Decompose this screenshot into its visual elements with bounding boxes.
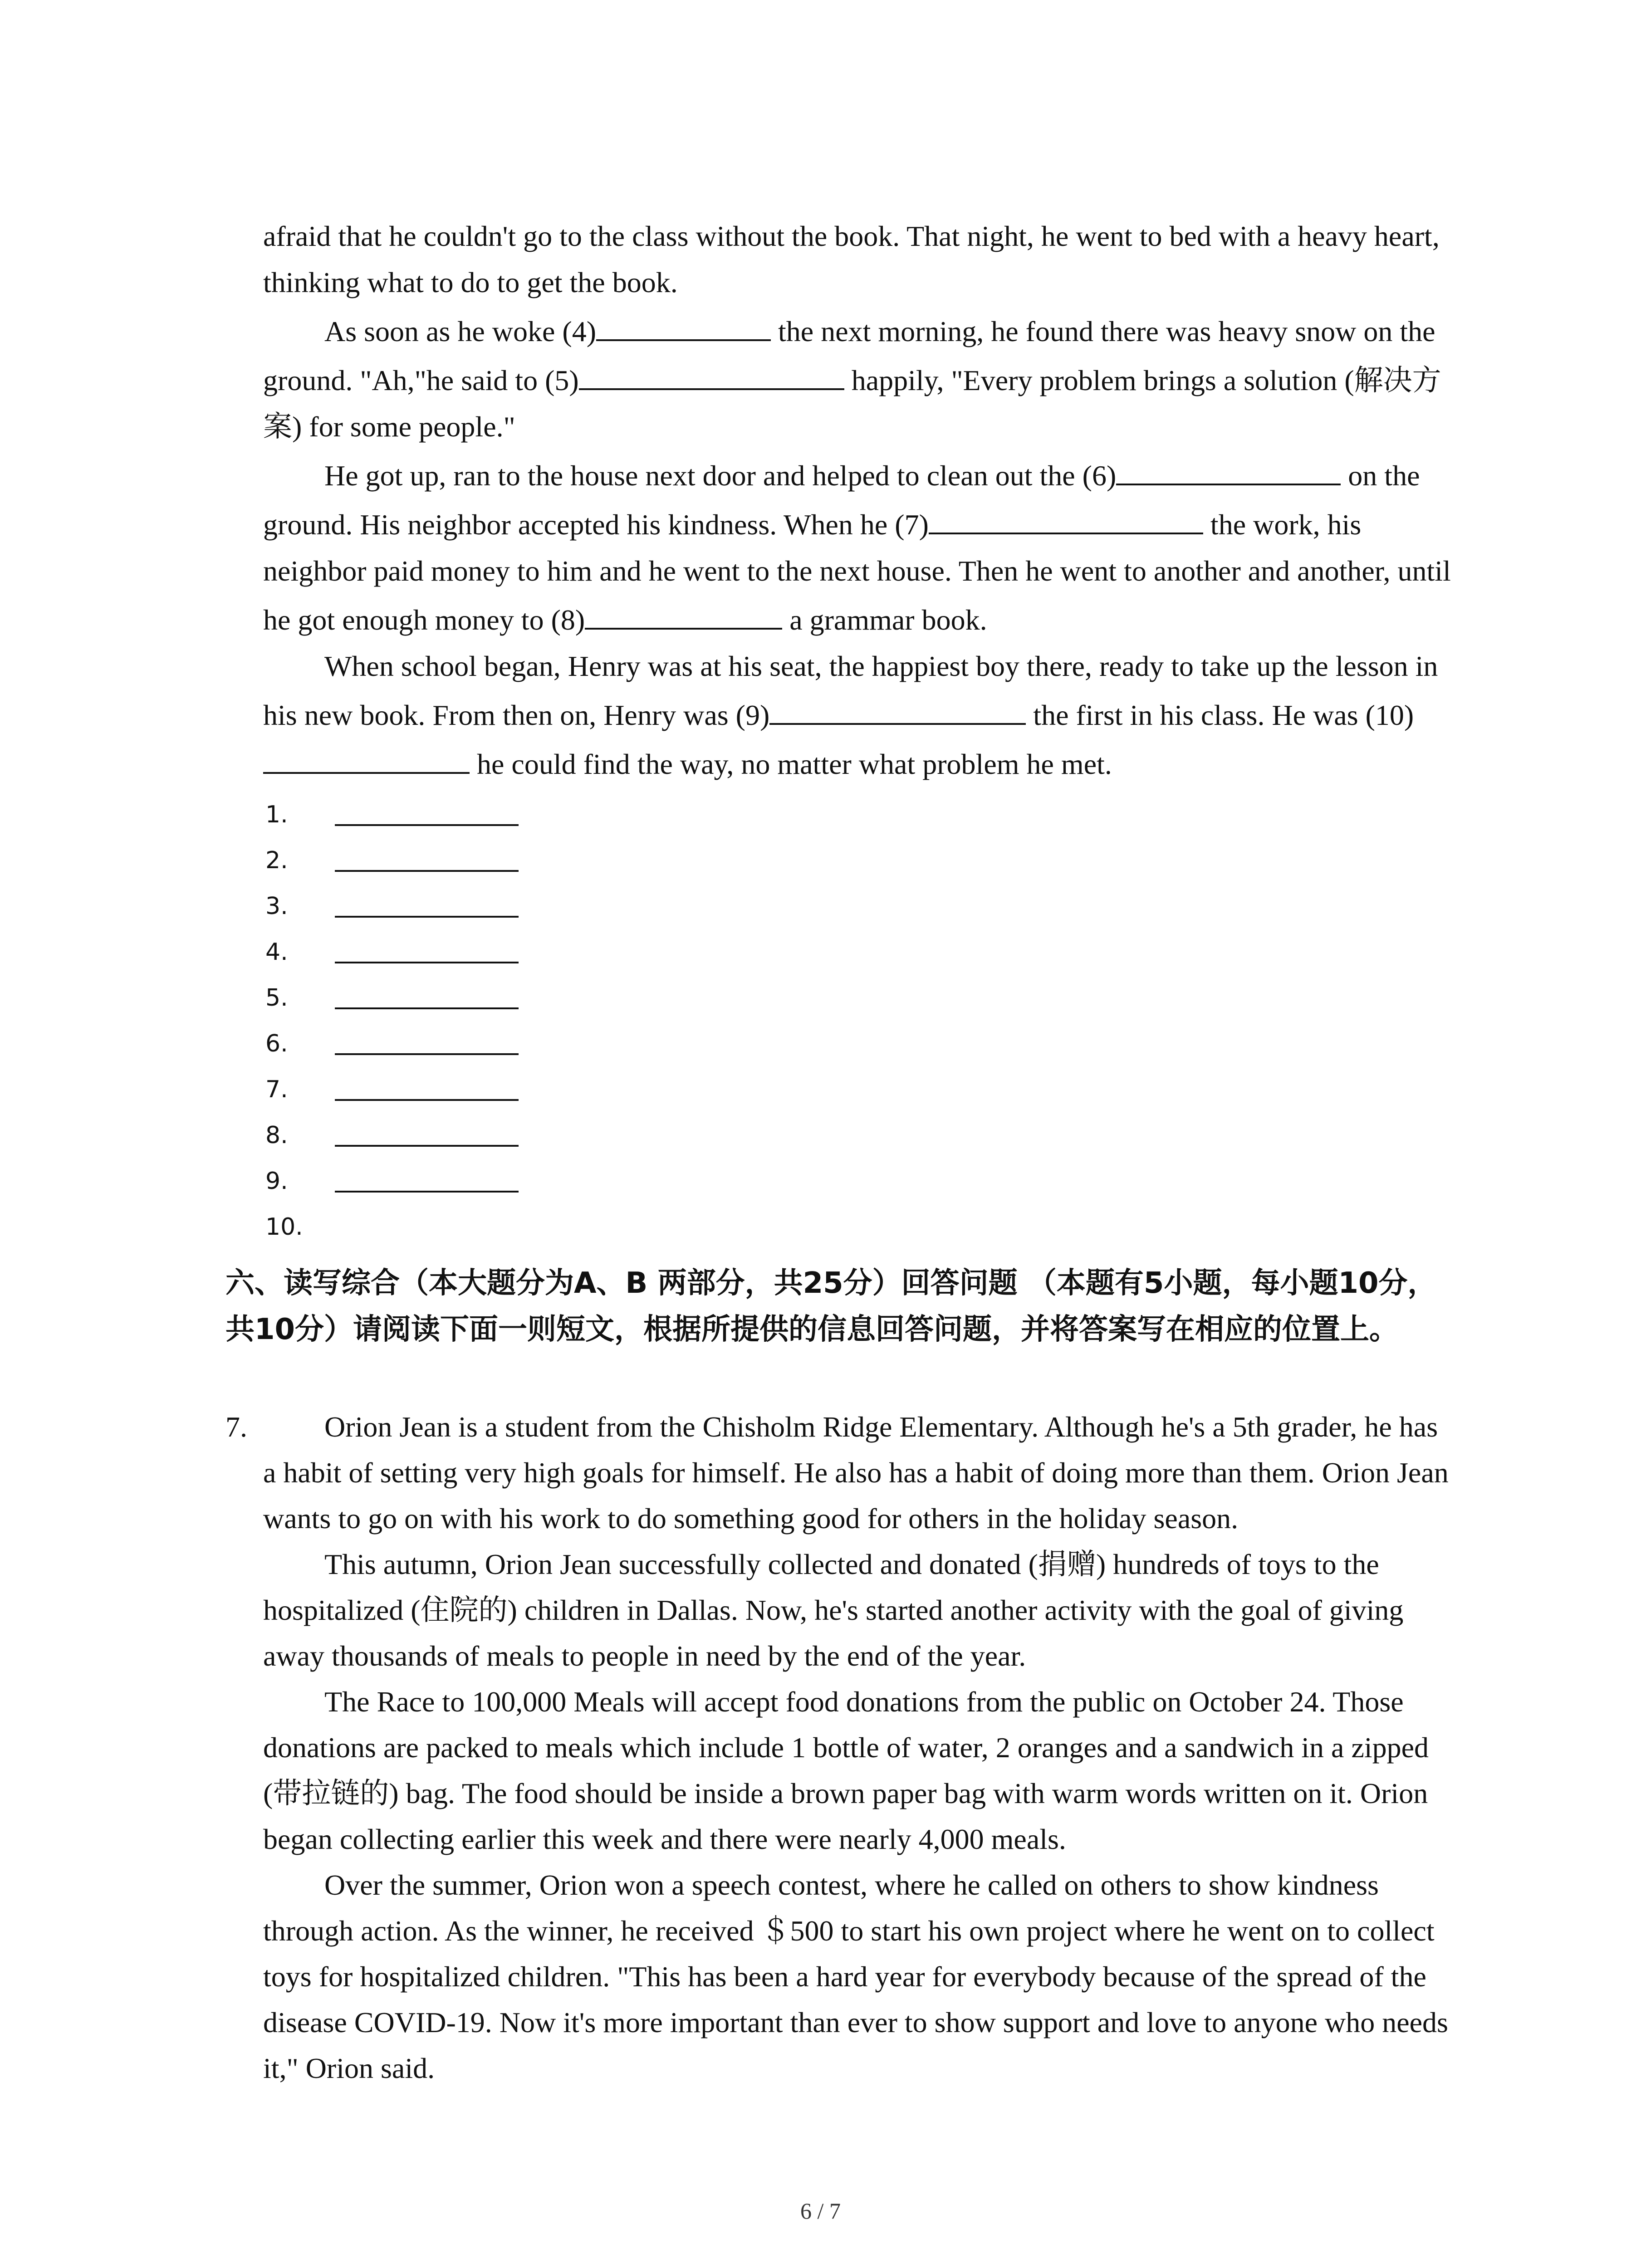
answer-line[interactable]: [335, 1145, 519, 1147]
passage-text: a grammar book.: [782, 604, 987, 636]
passage-text: He got up, ran to the house next door and helped to clean out the (6): [324, 459, 1117, 492]
blank-5[interactable]: [579, 355, 844, 390]
answer-row: [265, 934, 810, 979]
question-paragraph-3: The Race to 100,000 Meals will accept food donations from the public on October 24. Those donations are packed to meals which include 1 bottle of water, 2 oranges and a sandwich in a zipped (带拉链的) bag. The food should be inside a brown paper bag with warm words written on it. Orion began collecting earlier this week and there were nearly 4,000 meals.: [263, 1686, 1429, 1855]
passage-paragraph-4: [263, 643, 1452, 787]
passage-text: As soon as he woke (4): [324, 315, 596, 347]
answer-row: [265, 1025, 810, 1071]
answer-line[interactable]: [335, 1053, 519, 1055]
answer-row: [265, 796, 810, 842]
answer-number: 5.: [265, 984, 288, 1012]
passage-text: the first in his class. He was (10): [1026, 699, 1414, 731]
answer-line[interactable]: [335, 870, 519, 872]
answer-row: [265, 842, 810, 888]
answer-number: 2.: [265, 847, 288, 874]
blank-9[interactable]: [769, 689, 1026, 725]
answer-row: [265, 888, 810, 934]
question-body: [263, 1404, 1455, 2091]
passage-text: on the ground. His neighbor accepted his kindness. When he (7): [263, 459, 1420, 541]
question-7: [225, 1404, 1455, 2091]
passage-continued: [263, 213, 1452, 787]
answer-number: 3.: [265, 893, 288, 920]
answer-line[interactable]: [335, 824, 519, 826]
question-paragraph-1: Orion Jean is a student from the Chisholm Ridge Elementary. Although he's a 5th grader, he has a habit of setting very high goals for himself. He also has a habit of doing more than them. Orion Jean wants to go on with his work to do something good for others in the holiday season.: [263, 1411, 1449, 1535]
passage-paragraph-1: afraid that he couldn't go to the class without the book. That night, he went to bed with a heavy heart, thinking what to do to get the book.: [263, 220, 1440, 298]
answer-line[interactable]: [335, 916, 519, 918]
answer-number: 10.: [265, 1213, 303, 1241]
answer-list: [265, 796, 810, 1254]
answer-number: 8.: [265, 1122, 288, 1149]
answer-row: [265, 1071, 810, 1117]
blank-4[interactable]: [596, 306, 771, 341]
answer-line[interactable]: [335, 1007, 519, 1009]
passage-text: the next morning, he found there was heavy snow on the ground. "Ah,"he said to (5): [263, 315, 1435, 396]
passage-text: When school began, Henry was at his seat, the happiest boy there, ready to take up the lesson in his new book. From then on, Henry was (9): [263, 650, 1438, 731]
blank-7[interactable]: [929, 499, 1203, 534]
answer-row: [265, 1163, 810, 1208]
answer-number: 6.: [265, 1030, 288, 1057]
answer-row: [265, 1117, 810, 1163]
section-heading: 六、读写综合（本大题分为A、B 两部分，共25分）回答问题 （本题有5小题，每小题10分，共10分）请阅读下面一则短文，根据所提供的信息回答问题，并将答案写在相应的位置上。: [225, 1266, 1437, 1346]
answer-line[interactable]: [335, 962, 519, 963]
blank-6[interactable]: [1116, 450, 1341, 485]
answer-number: 4.: [265, 938, 288, 966]
answer-number: 1.: [265, 801, 288, 828]
blank-10[interactable]: [263, 738, 470, 774]
blank-8[interactable]: [585, 594, 782, 630]
question-paragraph-2: This autumn, Orion Jean successfully collected and donated (捐赠) hundreds of toys to the hospitalized (住院的) children in Dallas. Now, he's started another activity with the goal of giving away thousands of meals to people in need by the end of the year.: [263, 1548, 1404, 1672]
passage-text: the work, his neighbor paid money to him and he went to the next house. Then he went to another and another, until he got enough money to (8): [263, 508, 1451, 636]
passage-text: he could find the way, no matter what problem he met.: [470, 748, 1112, 780]
answer-line[interactable]: [335, 1191, 519, 1193]
passage-paragraph-3: [263, 450, 1452, 643]
question-paragraph-4: Over the summer, Orion won a speech contest, where he called on others to show kindness through action. As the winner, he received ＄500 to start his own project where he went on to collect toys for hospitalized children. "This has been a hard year for everybody because of the spread of the disease COVID-19. Now it's more important than ever to show support and love to anyone who needs it," Orion said.: [263, 1869, 1448, 2084]
page-number: 6 / 7: [800, 2198, 841, 2224]
answer-number: 7.: [265, 1076, 288, 1103]
question-number: 7.: [225, 1411, 247, 1443]
answer-row: [265, 979, 810, 1025]
answer-number: 9.: [265, 1168, 288, 1195]
passage-text: happily, "Every problem brings a solution (解决方案) for some people.": [263, 364, 1441, 443]
passage-paragraph-2: [263, 306, 1452, 450]
answer-line[interactable]: [335, 1099, 519, 1101]
answer-row: [265, 1208, 810, 1254]
